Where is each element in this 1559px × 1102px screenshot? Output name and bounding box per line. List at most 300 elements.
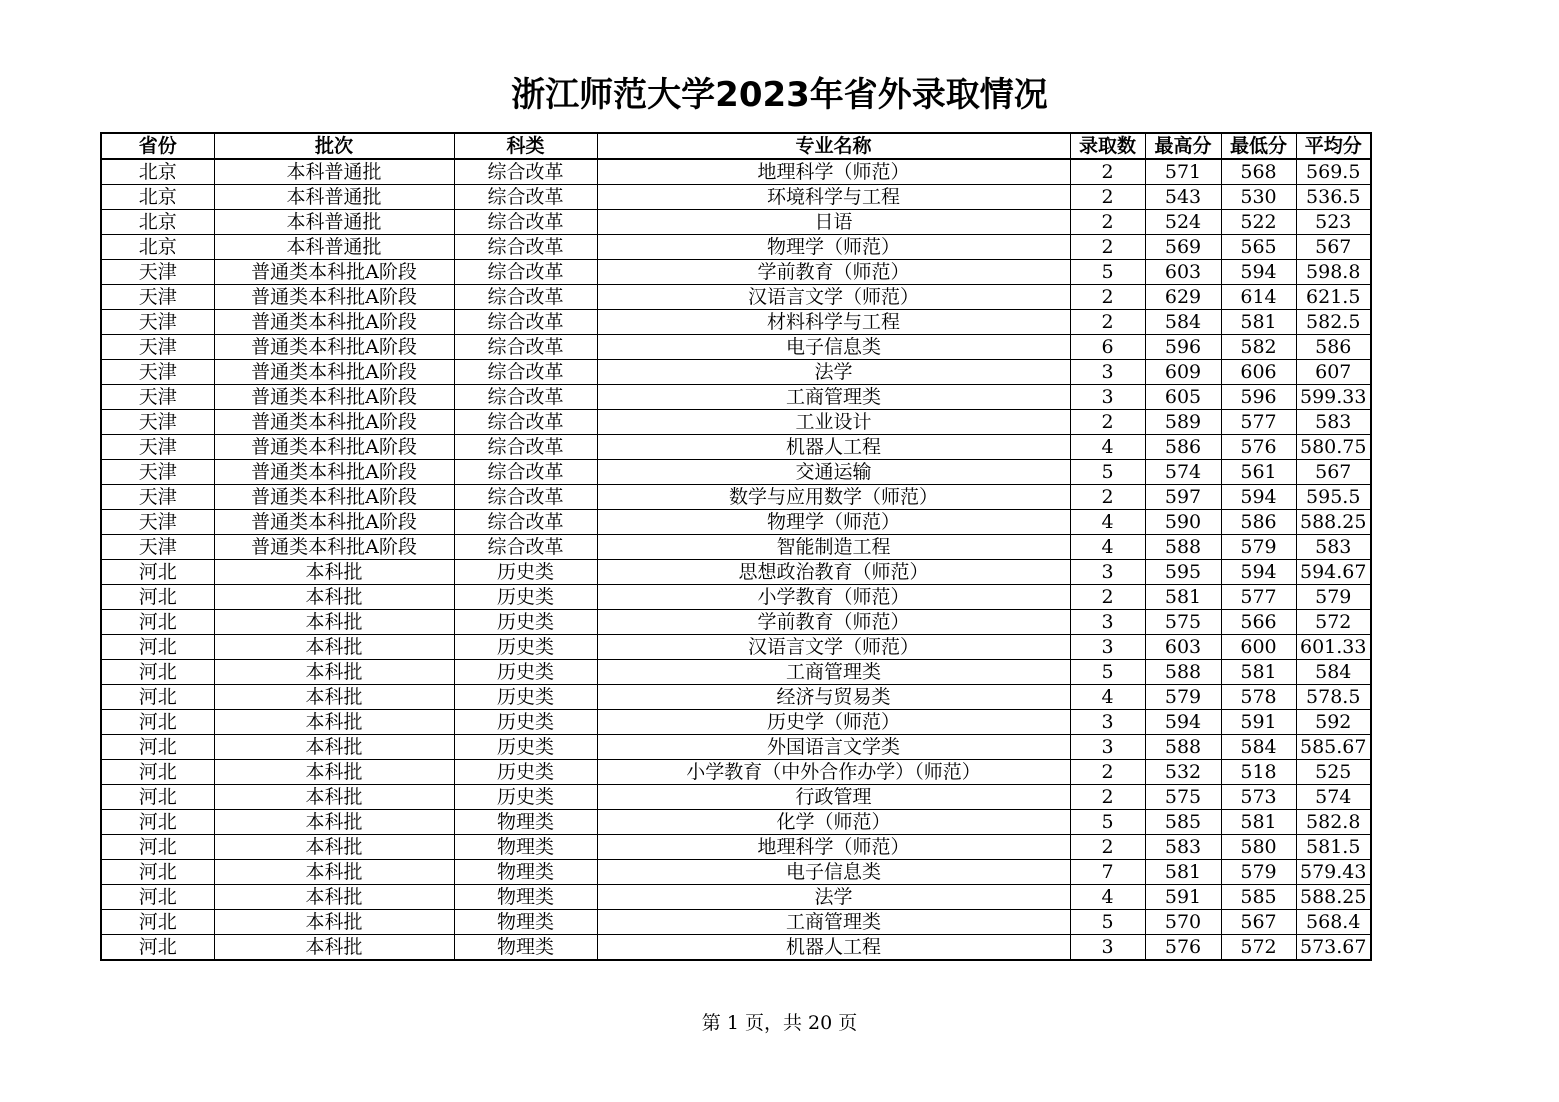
cell-batch: 本科普通批 bbox=[214, 185, 454, 210]
table-row bbox=[101, 735, 1371, 760]
cell-major: 智能制造工程 bbox=[597, 535, 1070, 560]
cell-category: 历史类 bbox=[454, 760, 597, 785]
column-header-category: 科类 bbox=[454, 133, 597, 159]
table-row bbox=[101, 260, 1371, 285]
cell-min-score: 580 bbox=[1221, 835, 1296, 860]
cell-admitted: 4 bbox=[1070, 535, 1145, 560]
cell-max-score: 574 bbox=[1145, 460, 1221, 485]
cell-max-score: 581 bbox=[1145, 585, 1221, 610]
cell-admitted: 5 bbox=[1070, 260, 1145, 285]
cell-admitted: 2 bbox=[1070, 235, 1145, 260]
cell-major: 汉语言文学（师范） bbox=[597, 285, 1070, 310]
column-header-avg-score: 平均分 bbox=[1296, 133, 1371, 159]
cell-major: 法学 bbox=[597, 885, 1070, 910]
cell-province: 天津 bbox=[101, 260, 214, 285]
cell-min-score: 594 bbox=[1221, 260, 1296, 285]
table-row bbox=[101, 835, 1371, 860]
cell-batch: 普通类本科批A阶段 bbox=[214, 310, 454, 335]
cell-category: 物理类 bbox=[454, 860, 597, 885]
cell-min-score: 565 bbox=[1221, 235, 1296, 260]
cell-admitted: 2 bbox=[1070, 585, 1145, 610]
cell-avg-score: 580.75 bbox=[1296, 435, 1371, 460]
table-row bbox=[101, 585, 1371, 610]
cell-avg-score: 601.33 bbox=[1296, 635, 1371, 660]
cell-admitted: 3 bbox=[1070, 635, 1145, 660]
cell-admitted: 3 bbox=[1070, 735, 1145, 760]
cell-max-score: 603 bbox=[1145, 260, 1221, 285]
cell-province: 天津 bbox=[101, 385, 214, 410]
cell-min-score: 573 bbox=[1221, 785, 1296, 810]
column-header-min-score: 最低分 bbox=[1221, 133, 1296, 159]
cell-major: 环境科学与工程 bbox=[597, 185, 1070, 210]
cell-max-score: 571 bbox=[1145, 159, 1221, 185]
cell-max-score: 596 bbox=[1145, 335, 1221, 360]
cell-province: 北京 bbox=[101, 210, 214, 235]
cell-batch: 本科普通批 bbox=[214, 210, 454, 235]
cell-category: 综合改革 bbox=[454, 360, 597, 385]
cell-min-score: 522 bbox=[1221, 210, 1296, 235]
cell-min-score: 586 bbox=[1221, 510, 1296, 535]
cell-min-score: 591 bbox=[1221, 710, 1296, 735]
cell-major: 工商管理类 bbox=[597, 660, 1070, 685]
table-row bbox=[101, 885, 1371, 910]
table-row bbox=[101, 335, 1371, 360]
cell-category: 历史类 bbox=[454, 685, 597, 710]
cell-province: 天津 bbox=[101, 410, 214, 435]
cell-province: 天津 bbox=[101, 535, 214, 560]
cell-admitted: 2 bbox=[1070, 835, 1145, 860]
cell-batch: 普通类本科批A阶段 bbox=[214, 260, 454, 285]
table-row bbox=[101, 460, 1371, 485]
cell-max-score: 589 bbox=[1145, 410, 1221, 435]
cell-avg-score: 573.67 bbox=[1296, 935, 1371, 961]
cell-max-score: 586 bbox=[1145, 435, 1221, 460]
cell-category: 物理类 bbox=[454, 835, 597, 860]
cell-province: 天津 bbox=[101, 360, 214, 385]
column-header-province: 省份 bbox=[101, 133, 214, 159]
cell-major: 小学教育（师范） bbox=[597, 585, 1070, 610]
cell-category: 历史类 bbox=[454, 660, 597, 685]
cell-avg-score: 588.25 bbox=[1296, 885, 1371, 910]
cell-province: 北京 bbox=[101, 235, 214, 260]
cell-major: 地理科学（师范） bbox=[597, 835, 1070, 860]
cell-category: 综合改革 bbox=[454, 485, 597, 510]
cell-major: 化学（师范） bbox=[597, 810, 1070, 835]
cell-avg-score: 568.4 bbox=[1296, 910, 1371, 935]
cell-max-score: 581 bbox=[1145, 860, 1221, 885]
cell-max-score: 570 bbox=[1145, 910, 1221, 935]
cell-province: 北京 bbox=[101, 159, 214, 185]
cell-min-score: 614 bbox=[1221, 285, 1296, 310]
cell-min-score: 578 bbox=[1221, 685, 1296, 710]
cell-major: 电子信息类 bbox=[597, 335, 1070, 360]
cell-avg-score: 567 bbox=[1296, 460, 1371, 485]
cell-province: 河北 bbox=[101, 610, 214, 635]
cell-max-score: 605 bbox=[1145, 385, 1221, 410]
cell-category: 综合改革 bbox=[454, 510, 597, 535]
table-row bbox=[101, 860, 1371, 885]
cell-province: 河北 bbox=[101, 860, 214, 885]
column-header-admitted: 录取数 bbox=[1070, 133, 1145, 159]
cell-max-score: 629 bbox=[1145, 285, 1221, 310]
cell-category: 综合改革 bbox=[454, 285, 597, 310]
cell-min-score: 594 bbox=[1221, 485, 1296, 510]
table-row bbox=[101, 510, 1371, 535]
cell-batch: 普通类本科批A阶段 bbox=[214, 360, 454, 385]
table-row bbox=[101, 360, 1371, 385]
table-row bbox=[101, 910, 1371, 935]
cell-min-score: 568 bbox=[1221, 159, 1296, 185]
cell-avg-score: 598.8 bbox=[1296, 260, 1371, 285]
cell-min-score: 530 bbox=[1221, 185, 1296, 210]
cell-avg-score: 582.5 bbox=[1296, 310, 1371, 335]
cell-batch: 普通类本科批A阶段 bbox=[214, 335, 454, 360]
cell-admitted: 4 bbox=[1070, 885, 1145, 910]
cell-major: 物理学（师范） bbox=[597, 510, 1070, 535]
cell-province: 天津 bbox=[101, 285, 214, 310]
cell-category: 物理类 bbox=[454, 935, 597, 961]
cell-batch: 普通类本科批A阶段 bbox=[214, 510, 454, 535]
cell-batch: 本科批 bbox=[214, 785, 454, 810]
cell-min-score: 577 bbox=[1221, 585, 1296, 610]
cell-admitted: 2 bbox=[1070, 285, 1145, 310]
cell-category: 历史类 bbox=[454, 635, 597, 660]
cell-category: 历史类 bbox=[454, 585, 597, 610]
cell-avg-score: 569.5 bbox=[1296, 159, 1371, 185]
cell-admitted: 5 bbox=[1070, 810, 1145, 835]
cell-major: 地理科学（师范） bbox=[597, 159, 1070, 185]
cell-batch: 本科批 bbox=[214, 935, 454, 961]
cell-batch: 本科批 bbox=[214, 735, 454, 760]
admissions-table bbox=[100, 132, 1372, 961]
cell-batch: 本科普通批 bbox=[214, 235, 454, 260]
cell-province: 河北 bbox=[101, 710, 214, 735]
cell-max-score: 543 bbox=[1145, 185, 1221, 210]
cell-max-score: 597 bbox=[1145, 485, 1221, 510]
cell-batch: 本科批 bbox=[214, 910, 454, 935]
cell-min-score: 606 bbox=[1221, 360, 1296, 385]
cell-province: 河北 bbox=[101, 785, 214, 810]
cell-admitted: 3 bbox=[1070, 935, 1145, 961]
cell-admitted: 6 bbox=[1070, 335, 1145, 360]
cell-max-score: 583 bbox=[1145, 835, 1221, 860]
cell-avg-score: 621.5 bbox=[1296, 285, 1371, 310]
cell-avg-score: 572 bbox=[1296, 610, 1371, 635]
cell-avg-score: 584 bbox=[1296, 660, 1371, 685]
cell-province: 河北 bbox=[101, 560, 214, 585]
column-header-max-score: 最高分 bbox=[1145, 133, 1221, 159]
cell-province: 河北 bbox=[101, 685, 214, 710]
cell-avg-score: 523 bbox=[1296, 210, 1371, 235]
table-row bbox=[101, 185, 1371, 210]
cell-admitted: 2 bbox=[1070, 159, 1145, 185]
cell-avg-score: 607 bbox=[1296, 360, 1371, 385]
column-header-batch: 批次 bbox=[214, 133, 454, 159]
cell-min-score: 584 bbox=[1221, 735, 1296, 760]
cell-major: 材料科学与工程 bbox=[597, 310, 1070, 335]
cell-max-score: 595 bbox=[1145, 560, 1221, 585]
cell-province: 河北 bbox=[101, 885, 214, 910]
cell-admitted: 2 bbox=[1070, 760, 1145, 785]
table-row bbox=[101, 660, 1371, 685]
cell-major: 机器人工程 bbox=[597, 935, 1070, 961]
cell-admitted: 2 bbox=[1070, 185, 1145, 210]
cell-major: 学前教育（师范） bbox=[597, 260, 1070, 285]
cell-max-score: 575 bbox=[1145, 610, 1221, 635]
cell-admitted: 3 bbox=[1070, 710, 1145, 735]
cell-batch: 本科批 bbox=[214, 560, 454, 585]
cell-avg-score: 588.25 bbox=[1296, 510, 1371, 535]
cell-category: 综合改革 bbox=[454, 260, 597, 285]
table-row bbox=[101, 435, 1371, 460]
cell-category: 综合改革 bbox=[454, 159, 597, 185]
cell-min-score: 572 bbox=[1221, 935, 1296, 961]
cell-category: 物理类 bbox=[454, 885, 597, 910]
cell-province: 河北 bbox=[101, 910, 214, 935]
cell-province: 河北 bbox=[101, 835, 214, 860]
cell-avg-score: 582.8 bbox=[1296, 810, 1371, 835]
cell-admitted: 4 bbox=[1070, 435, 1145, 460]
cell-min-score: 579 bbox=[1221, 535, 1296, 560]
cell-major: 物理学（师范） bbox=[597, 235, 1070, 260]
cell-max-score: 594 bbox=[1145, 710, 1221, 735]
cell-province: 天津 bbox=[101, 310, 214, 335]
cell-batch: 本科批 bbox=[214, 660, 454, 685]
column-header-major: 专业名称 bbox=[597, 133, 1070, 159]
cell-major: 电子信息类 bbox=[597, 860, 1070, 885]
cell-max-score: 579 bbox=[1145, 685, 1221, 710]
cell-category: 综合改革 bbox=[454, 435, 597, 460]
cell-batch: 本科批 bbox=[214, 810, 454, 835]
cell-min-score: 600 bbox=[1221, 635, 1296, 660]
cell-province: 天津 bbox=[101, 335, 214, 360]
cell-min-score: 576 bbox=[1221, 435, 1296, 460]
cell-admitted: 2 bbox=[1070, 785, 1145, 810]
cell-max-score: 575 bbox=[1145, 785, 1221, 810]
cell-province: 河北 bbox=[101, 935, 214, 961]
cell-category: 历史类 bbox=[454, 735, 597, 760]
cell-min-score: 581 bbox=[1221, 810, 1296, 835]
cell-admitted: 3 bbox=[1070, 385, 1145, 410]
cell-max-score: 588 bbox=[1145, 535, 1221, 560]
cell-min-score: 566 bbox=[1221, 610, 1296, 635]
cell-admitted: 2 bbox=[1070, 485, 1145, 510]
cell-admitted: 4 bbox=[1070, 685, 1145, 710]
cell-major: 工商管理类 bbox=[597, 910, 1070, 935]
table-row bbox=[101, 310, 1371, 335]
cell-category: 历史类 bbox=[454, 710, 597, 735]
cell-admitted: 3 bbox=[1070, 610, 1145, 635]
cell-admitted: 4 bbox=[1070, 510, 1145, 535]
cell-min-score: 518 bbox=[1221, 760, 1296, 785]
cell-province: 河北 bbox=[101, 810, 214, 835]
table-row bbox=[101, 159, 1371, 185]
cell-category: 综合改革 bbox=[454, 235, 597, 260]
cell-max-score: 569 bbox=[1145, 235, 1221, 260]
cell-max-score: 576 bbox=[1145, 935, 1221, 961]
cell-batch: 本科批 bbox=[214, 885, 454, 910]
cell-max-score: 603 bbox=[1145, 635, 1221, 660]
cell-batch: 普通类本科批A阶段 bbox=[214, 385, 454, 410]
cell-category: 综合改革 bbox=[454, 410, 597, 435]
cell-batch: 本科批 bbox=[214, 585, 454, 610]
cell-min-score: 579 bbox=[1221, 860, 1296, 885]
cell-category: 历史类 bbox=[454, 785, 597, 810]
cell-min-score: 585 bbox=[1221, 885, 1296, 910]
cell-admitted: 5 bbox=[1070, 460, 1145, 485]
table-row bbox=[101, 610, 1371, 635]
cell-major: 法学 bbox=[597, 360, 1070, 385]
cell-min-score: 594 bbox=[1221, 560, 1296, 585]
cell-category: 综合改革 bbox=[454, 335, 597, 360]
cell-admitted: 7 bbox=[1070, 860, 1145, 885]
cell-batch: 本科批 bbox=[214, 685, 454, 710]
cell-province: 天津 bbox=[101, 460, 214, 485]
cell-batch: 普通类本科批A阶段 bbox=[214, 460, 454, 485]
table-row bbox=[101, 485, 1371, 510]
cell-min-score: 577 bbox=[1221, 410, 1296, 435]
table-row bbox=[101, 810, 1371, 835]
cell-major: 经济与贸易类 bbox=[597, 685, 1070, 710]
cell-admitted: 5 bbox=[1070, 660, 1145, 685]
cell-avg-score: 599.33 bbox=[1296, 385, 1371, 410]
table-row bbox=[101, 685, 1371, 710]
cell-major: 历史学（师范） bbox=[597, 710, 1070, 735]
table-row bbox=[101, 210, 1371, 235]
cell-avg-score: 525 bbox=[1296, 760, 1371, 785]
cell-avg-score: 579.43 bbox=[1296, 860, 1371, 885]
cell-province: 河北 bbox=[101, 635, 214, 660]
table-row bbox=[101, 235, 1371, 260]
cell-major: 机器人工程 bbox=[597, 435, 1070, 460]
cell-min-score: 567 bbox=[1221, 910, 1296, 935]
cell-batch: 本科批 bbox=[214, 760, 454, 785]
cell-max-score: 590 bbox=[1145, 510, 1221, 535]
cell-avg-score: 595.5 bbox=[1296, 485, 1371, 510]
cell-admitted: 3 bbox=[1070, 360, 1145, 385]
cell-batch: 普通类本科批A阶段 bbox=[214, 410, 454, 435]
cell-min-score: 581 bbox=[1221, 660, 1296, 685]
cell-avg-score: 581.5 bbox=[1296, 835, 1371, 860]
cell-province: 北京 bbox=[101, 185, 214, 210]
cell-admitted: 2 bbox=[1070, 410, 1145, 435]
cell-batch: 本科批 bbox=[214, 610, 454, 635]
cell-batch: 本科批 bbox=[214, 835, 454, 860]
table-row bbox=[101, 785, 1371, 810]
cell-major: 交通运输 bbox=[597, 460, 1070, 485]
cell-category: 综合改革 bbox=[454, 310, 597, 335]
cell-major: 数学与应用数学（师范） bbox=[597, 485, 1070, 510]
cell-major: 日语 bbox=[597, 210, 1070, 235]
cell-admitted: 3 bbox=[1070, 560, 1145, 585]
cell-province: 河北 bbox=[101, 585, 214, 610]
cell-category: 综合改革 bbox=[454, 535, 597, 560]
cell-max-score: 588 bbox=[1145, 660, 1221, 685]
cell-min-score: 596 bbox=[1221, 385, 1296, 410]
table-row bbox=[101, 385, 1371, 410]
cell-category: 综合改革 bbox=[454, 185, 597, 210]
cell-avg-score: 579 bbox=[1296, 585, 1371, 610]
cell-max-score: 588 bbox=[1145, 735, 1221, 760]
table-row bbox=[101, 560, 1371, 585]
cell-avg-score: 574 bbox=[1296, 785, 1371, 810]
cell-province: 天津 bbox=[101, 485, 214, 510]
cell-min-score: 582 bbox=[1221, 335, 1296, 360]
table-header-row bbox=[101, 133, 1371, 159]
page-number: 第 1 页，共 20 页 bbox=[701, 1012, 858, 1034]
cell-max-score: 585 bbox=[1145, 810, 1221, 835]
cell-avg-score: 567 bbox=[1296, 235, 1371, 260]
cell-batch: 普通类本科批A阶段 bbox=[214, 485, 454, 510]
cell-batch: 普通类本科批A阶段 bbox=[214, 285, 454, 310]
cell-major: 行政管理 bbox=[597, 785, 1070, 810]
cell-province: 天津 bbox=[101, 510, 214, 535]
table-row bbox=[101, 710, 1371, 735]
page-title: 浙江师范大学2023年省外录取情况 bbox=[511, 75, 1048, 115]
cell-min-score: 561 bbox=[1221, 460, 1296, 485]
table-row bbox=[101, 410, 1371, 435]
cell-major: 外国语言文学类 bbox=[597, 735, 1070, 760]
cell-major: 工商管理类 bbox=[597, 385, 1070, 410]
cell-batch: 本科批 bbox=[214, 710, 454, 735]
cell-max-score: 532 bbox=[1145, 760, 1221, 785]
cell-admitted: 2 bbox=[1070, 310, 1145, 335]
cell-province: 河北 bbox=[101, 660, 214, 685]
cell-max-score: 584 bbox=[1145, 310, 1221, 335]
cell-batch: 本科普通批 bbox=[214, 159, 454, 185]
table-row bbox=[101, 760, 1371, 785]
cell-batch: 本科批 bbox=[214, 860, 454, 885]
cell-admitted: 5 bbox=[1070, 910, 1145, 935]
cell-max-score: 524 bbox=[1145, 210, 1221, 235]
cell-avg-score: 578.5 bbox=[1296, 685, 1371, 710]
cell-avg-score: 536.5 bbox=[1296, 185, 1371, 210]
cell-avg-score: 586 bbox=[1296, 335, 1371, 360]
cell-avg-score: 583 bbox=[1296, 410, 1371, 435]
table-row bbox=[101, 285, 1371, 310]
cell-avg-score: 592 bbox=[1296, 710, 1371, 735]
cell-major: 思想政治教育（师范） bbox=[597, 560, 1070, 585]
cell-max-score: 609 bbox=[1145, 360, 1221, 385]
cell-major: 汉语言文学（师范） bbox=[597, 635, 1070, 660]
cell-batch: 普通类本科批A阶段 bbox=[214, 535, 454, 560]
cell-admitted: 2 bbox=[1070, 210, 1145, 235]
cell-batch: 普通类本科批A阶段 bbox=[214, 435, 454, 460]
cell-avg-score: 583 bbox=[1296, 535, 1371, 560]
table-row bbox=[101, 635, 1371, 660]
cell-avg-score: 594.67 bbox=[1296, 560, 1371, 585]
cell-category: 综合改革 bbox=[454, 385, 597, 410]
cell-province: 河北 bbox=[101, 760, 214, 785]
cell-avg-score: 585.67 bbox=[1296, 735, 1371, 760]
cell-category: 综合改革 bbox=[454, 210, 597, 235]
table-row bbox=[101, 535, 1371, 560]
table-row bbox=[101, 935, 1371, 961]
cell-category: 历史类 bbox=[454, 560, 597, 585]
cell-category: 综合改革 bbox=[454, 460, 597, 485]
cell-max-score: 591 bbox=[1145, 885, 1221, 910]
cell-min-score: 581 bbox=[1221, 310, 1296, 335]
cell-category: 物理类 bbox=[454, 810, 597, 835]
cell-batch: 本科批 bbox=[214, 635, 454, 660]
cell-province: 天津 bbox=[101, 435, 214, 460]
cell-category: 历史类 bbox=[454, 610, 597, 635]
table-body bbox=[101, 159, 1371, 960]
cell-major: 工业设计 bbox=[597, 410, 1070, 435]
cell-category: 物理类 bbox=[454, 910, 597, 935]
cell-province: 河北 bbox=[101, 735, 214, 760]
cell-major: 学前教育（师范） bbox=[597, 610, 1070, 635]
